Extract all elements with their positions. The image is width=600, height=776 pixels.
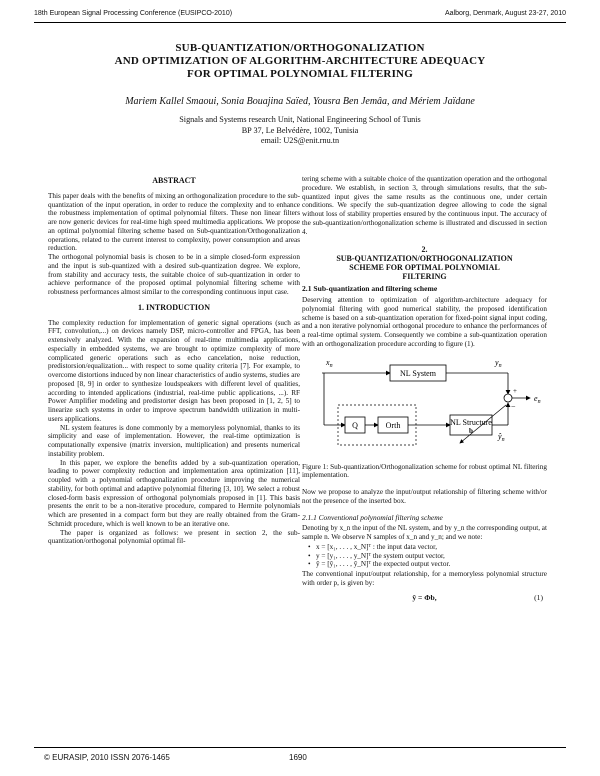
nl-structure-label: NL Structure: [450, 417, 492, 427]
nl-system-label: NL System: [400, 368, 436, 378]
section-2-title-line-3: FILTERING: [402, 272, 447, 282]
label-en: $e_n$: [534, 393, 541, 405]
subsection-2-1-paragraph: Deserving attention to optimization of algorithm-architecture adequacy for polynomial filtering with good numerical stability, the proposed identification scheme is based on a sub-quantization operation for fixed-point signal input coding, and a non iterative polynomial orthogonal procedure to enhance the performances of a real-time optimal system. Consequently we combine a sub-quantization operation with an orthogonalization procedure according to figure (1).: [302, 296, 547, 348]
intro-paragraph-2: NL system features is done commonly by a memoryless polynomial, thanks to its simplicity and ease of implementation. However, the real-time optimization is computationally expensive (matrix inversion, multiplication) and presents numerical instability problem.: [48, 423, 300, 458]
figure-1-caption: Figure 1: Sub-quantization/Orthogonalization scheme for robust optimal NL filtering implementation.: [302, 462, 547, 480]
affiliation-email: email: U2S@enit.rnu.tn: [260, 136, 340, 145]
q-label: Q: [352, 420, 358, 430]
continued-paragraph: tering scheme with a suitable choice of the quantization operation and the orthogonal procedure. We establish, in section 3, through simulations results, that the sub-quantized input gives the same results as the continuous one, under certain conditions. We specify the sub-quantization degree allowing to code the signal without loss of stability properties ensured by the continuous input. The accuracy of the sub-quantization/orthogonalization scheme is illustrated and discussed in section 4.: [302, 175, 547, 236]
subsection-2-1-1-heading: 2.1.1 Conventional polynomial filtering scheme: [302, 512, 443, 522]
right-column: [302, 175, 547, 608]
subsection-2-1-heading: 2.1 Sub-quantization and filtering scheme: [302, 284, 438, 294]
equation-1-body: ŷ = Φb,: [412, 592, 437, 602]
conference-name: 18th European Signal Processing Conference (EUSIPCO-2010): [34, 10, 233, 17]
relationship-paragraph: The conventional input/output relationship, for a memoryless polynomial structure with order p, is given by:: [302, 570, 547, 587]
equation-1-number: (1): [534, 592, 543, 602]
affiliation-line-2: BP 37, Le Belvédère, 1002, Tunisia: [241, 125, 359, 135]
label-yn: $y_n$: [495, 357, 502, 369]
intro-heading: 1. INTRODUCTION: [137, 302, 210, 312]
section-2-number: 2.: [421, 245, 428, 255]
affiliation: [0, 115, 600, 147]
page-number: 1690: [289, 753, 307, 762]
figure-1: [302, 353, 547, 461]
conference-location-date: Aalborg, Denmark, August 23-27, 2010: [444, 10, 566, 17]
intro-paragraph-1: The complexity reduction for implementation of generic signal operations (such as FFT, convolution,...) on devices namely DSP, micro-controller and FPGA, has been extensively analyzed. With the expansion of real-time multimedia applications, especially in embedded systems, we are brought to optimize complexity of more complicated generic operations such as echo cancelation, noise reduction, predistorsion/equalization... with respect to some quality criteria [7]. For example, to overcome distortions induced by non linear characteristics of audio systems, studies are proposed [8, 9] in order to synthesize loudspeakers with different level of qualities, according to intended applications (industrial, real-time public applications, ...). RF Power Amplifier modeling and predistorter design has been proposed in [1, 2, 5] to linearize such systems in order to improve spectrum bandwidth utilization in multi-users applications.: [48, 318, 300, 423]
title-line-1: SUB-QUANTIZATION/ORTHOGONALIZATION: [175, 42, 425, 54]
label-yhat: $ŷ_n$: [498, 431, 505, 443]
block-diagram: [302, 353, 547, 461]
section-2-title-line-1: SUB-QUANTIZATION/ORTHOGONALIZATION: [336, 254, 513, 264]
analysis-paragraph: Now we propose to analyze the input/output relationship of filtering scheme with/or not the presence of the inserted box.: [302, 488, 547, 505]
plus-sign: +: [513, 386, 517, 395]
summing-junction: [504, 394, 512, 402]
left-column: [48, 175, 300, 546]
affiliation-line-1: Signals and Systems research Unit, National Engineering School of Tunis: [179, 115, 421, 124]
coefficient-b-label: b: [469, 426, 473, 435]
list-item: • x = [x₁, . . . , x_N]ᵀ : the input data vector,: [316, 543, 547, 552]
abstract-paragraph-2: The orthogonal polynomial basis is chosen to be in a simple closed-form expression and the input is sub-quantized with a desired sub-quantization degree. We explore, from stability and accuracy tests, the suitable choice of sub-quantization in order to achieve performance of the proposed optimal polynomial filtering scheme with robustness performances almost similar to the corresponding continuous input case.: [48, 253, 300, 296]
minus-sign: −: [511, 401, 516, 411]
running-header: [34, 10, 566, 22]
label-xn: $x_n$: [326, 357, 333, 369]
list-item: • ŷ = [ŷ₁, . . . , ŷ_N]ᵀ the expected output vector.: [316, 560, 547, 569]
subsection-2-1-1-paragraph: Denoting by x_n the input of the NL system, and by y_n the corresponding output, at sample n. We observe N samples of x_n and y_n; and we note:: [302, 524, 547, 541]
header-rule: [34, 22, 566, 23]
title-line-3: FOR OPTIMAL POLYNOMIAL FILTERING: [187, 68, 413, 80]
abstract-paragraph-1: This paper deals with the benefits of mixing an orthogonalization procedure to the sub-quantization of the input operation, in order to reduce the complexity and to enhance the robustness implementation of optimal polynomial filters. These non linear filters are now generic devices for real-time high speed multimedia applications. We propose an optimal polynomial filtering scheme based on Sub-quantization/Orthogonalization operations, related to the current interest to complexity, power consumption and areas reduction.: [48, 191, 300, 253]
paper-title: [0, 42, 600, 81]
section-2-heading: [302, 245, 547, 281]
notation-list: [302, 543, 547, 569]
author-list: Mariem Kallel Smaoui, Sonia Bouajina Saïed, Yousra Ben Jemâa, and Mériem Jaïdane: [125, 96, 475, 107]
copyright-issn: © EURASIP, 2010 ISSN 2076-1465: [44, 753, 170, 762]
equation-1: [302, 594, 547, 603]
list-item: • y = [y₁, . . . , y_N]ᵀ the system output vector,: [316, 552, 547, 561]
orth-label: Orth: [385, 420, 401, 430]
abstract-heading: ABSTRACT: [152, 176, 196, 185]
section-2-title-line-2: SCHEME FOR OPTIMAL POLYNOMIAL: [349, 263, 500, 273]
footer-rule: [34, 747, 566, 748]
title-line-2: AND OPTIMIZATION OF ALGORITHM-ARCHITECTURE ADEQUACY: [114, 55, 486, 67]
intro-paragraph-4: The paper is organized as follows: we present in section 2, the sub-quantization/orthogonal polynomial optimal fil-: [48, 528, 300, 546]
intro-paragraph-3: In this paper, we explore the benefits added by a sub-quantization operation, leading to power complexity reduction and implementation area optimization [11], coupled with a polynomial orthogonalization procedure improving the numerical stability, for both optimal and adaptive polynomial filtering [3, 10]. We select a robust closed-form basis expression of orthogonal polynomials proposed in [1]. This basis presents the enrit to be a non-iterative procedure, compared to Hermite polynomials which are presented in a compact form but they are really obtained from the Gram-Schmidt procedure, which is well known to be an iterative one.: [48, 458, 300, 528]
